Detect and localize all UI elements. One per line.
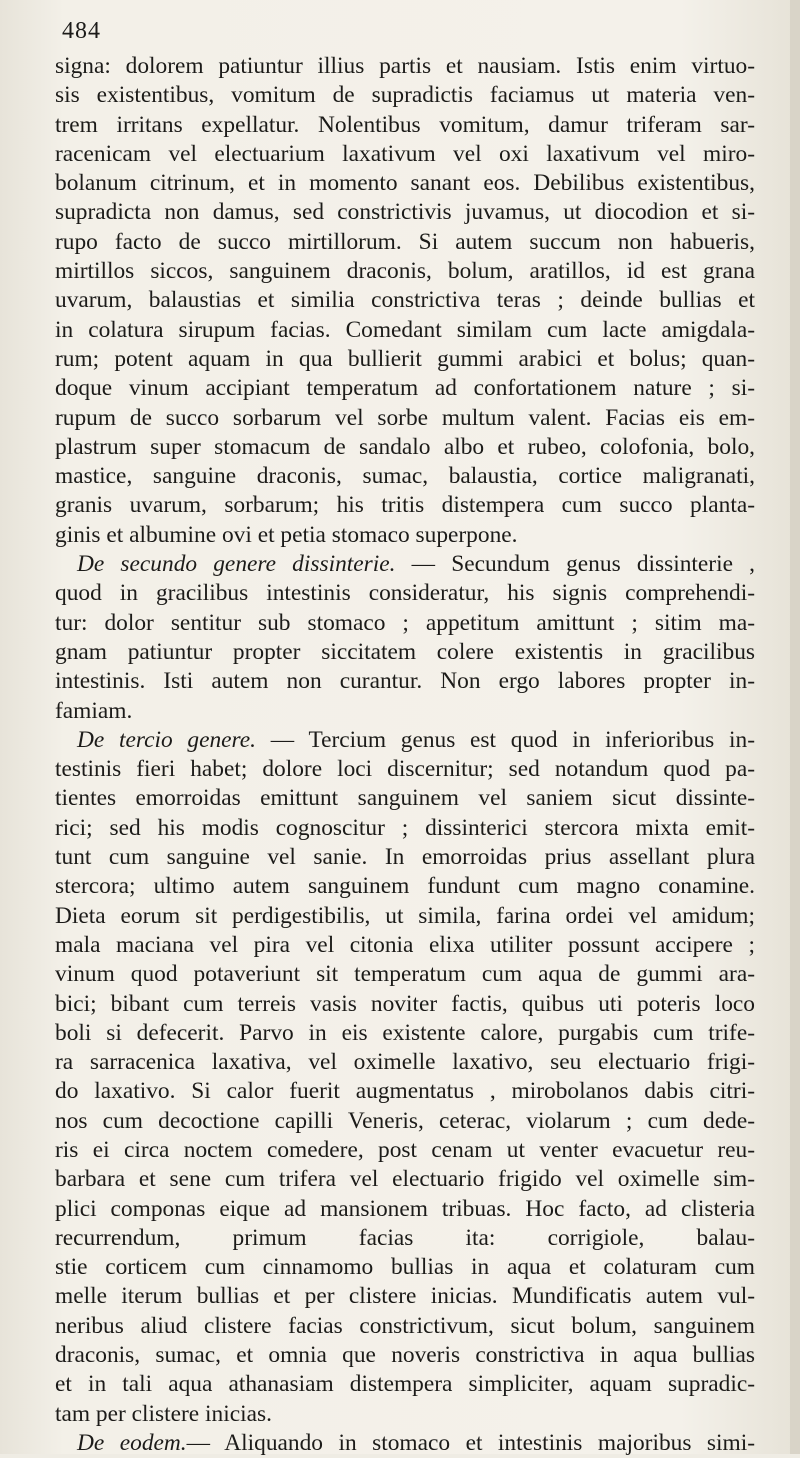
section-title: De tercio genere. [77, 726, 257, 753]
text-line [55, 1107, 755, 1136]
line-text: doque vinum accipiant temperatum ad confortationem nature ; si- [55, 375, 755, 402]
line-text: famiam. [55, 697, 133, 724]
text-line [55, 140, 755, 169]
section-title: De secundo genere dissinterie. [77, 551, 396, 578]
page-edge [790, 0, 800, 1454]
text-line [55, 609, 755, 638]
line-text: bici; bibant cum terreis vasis noviter factis, quibus uti poteris loco [55, 990, 755, 1017]
text-line [55, 1341, 755, 1370]
text-line [55, 111, 755, 140]
line-text: ris ei circa noctem comedere, post cenam ut venter evacuetur reu- [55, 1136, 755, 1163]
text-line [55, 462, 755, 491]
text-line [55, 814, 755, 843]
section-heading-line [55, 726, 755, 755]
line-text: nos cum decoctione capilli Veneris, ceterac, violarum ; cum dede- [55, 1107, 755, 1134]
section-heading-line [55, 550, 755, 579]
text-line [55, 169, 755, 198]
line-text: stercora; ultimo autem sanguinem fundunt cum magno conamine. [55, 873, 755, 900]
text-line [55, 1077, 755, 1106]
line-text: trem irritans expellatur. Nolentibus vomitum, damur triferam sar- [55, 111, 755, 138]
line-text: Dieta eorum sit perdigestibilis, ut simila, farina ordei vel amidum; [55, 902, 755, 929]
line-text: draconis, sumac, et omnia que noveris constrictiva in aqua bullias [55, 1342, 755, 1369]
text-line [55, 697, 755, 726]
line-text: tientes emorroidas emittunt sanguinem vel saniem sicut dissinte- [55, 785, 755, 812]
line-text: mastice, sanguine draconis, sumac, balaustia, cortice maligranati, [55, 463, 755, 490]
text-line [55, 1400, 755, 1429]
line-text: recurrendum, primum facias ita: corrigiole, balau- [55, 1224, 755, 1251]
line-text: rici; sed his modis cognoscitur ; dissinterici stercora mixta emit- [55, 814, 755, 841]
text-line [55, 52, 755, 81]
text-line [55, 931, 755, 960]
text-line [55, 316, 755, 345]
line-text: sis existentibus, vomitum de supradictis faciamus ut materia ven- [55, 82, 755, 109]
body-text [55, 52, 755, 1458]
text-line [55, 1165, 755, 1194]
line-text: racenicam vel electuarium laxativum vel oxi laxativum vel miro- [55, 140, 755, 167]
line-text: gnam patiuntur propter siccitatem colere existentis in gracilibus [55, 638, 755, 665]
text-line [55, 228, 755, 257]
line-text: — Aliquando in stomaco et intestinis majoribus simi- [186, 1429, 755, 1456]
line-text: melle iterum bullias et per clistere inicias. Mundificatis autem vul- [55, 1283, 755, 1310]
text-line [55, 81, 755, 110]
text-line [55, 1136, 755, 1165]
text-line [55, 286, 755, 315]
line-text: rum; potent aquam in qua bullierit gummi arabici et bolus; quan- [55, 345, 755, 372]
text-line [55, 1224, 755, 1253]
text-line [55, 1253, 755, 1282]
text-line [55, 1370, 755, 1399]
text-line [55, 872, 755, 901]
line-text: boli si defecerit. Parvo in eis existente calore, purgabis cum trife- [55, 1019, 755, 1046]
line-text: vinum quod potaveriunt sit temperatum cum aqua de gummi ara- [55, 961, 755, 988]
text-line [55, 491, 755, 520]
text-line [55, 902, 755, 931]
text-line [55, 1048, 755, 1077]
line-text: tur: dolor sentitur sub stomaco ; appetitum amittunt ; sitim ma- [55, 609, 755, 636]
line-text: barbara et sene cum trifera vel electuario frigido vel oximelle sim- [55, 1166, 755, 1193]
line-text: neribus aliud clistere facias constrictivum, sicut bolum, sanguinem [55, 1312, 755, 1339]
line-text: granis uvarum, sorbarum; his tritis distempera cum succo planta- [55, 492, 755, 519]
text-line [55, 1282, 755, 1311]
line-text: in colatura sirupum facias. Comedant similam cum lacte amigdala- [55, 316, 755, 343]
line-text: intestinis. Isti autem non curantur. Non ergo labores propter in- [55, 668, 755, 695]
text-line [55, 374, 755, 403]
line-text: — Tercium genus est quod in inferioribus in- [256, 726, 755, 753]
line-text: stie corticem cum cinnamomo bullias in aqua et colaturam cum [55, 1254, 755, 1281]
text-line [55, 755, 755, 784]
line-text: bolanum citrinum, et in momento sanant eos. Debilibus existentibus, [55, 170, 755, 197]
text-line [55, 521, 755, 550]
text-line [55, 1312, 755, 1341]
line-text: et in tali aqua athanasiam distempera simpliciter, aquam supradic- [55, 1371, 755, 1398]
text-line [55, 1019, 755, 1048]
line-text: mirtillos siccos, sanguinem draconis, bolum, aratillos, id est grana [55, 258, 755, 285]
text-line [55, 638, 755, 667]
line-text: uvarum, balaustias et similia constrictiva teras ; deinde bullias et [55, 287, 755, 314]
line-text: tunt cum sanguine vel sanie. In emorroidas prius assellant plura [55, 844, 755, 871]
line-text: ginis et albumine ovi et petia stomaco superpone. [55, 521, 518, 548]
text-line [55, 433, 755, 462]
text-line [55, 1195, 755, 1224]
line-text: quod in gracilibus intestinis consideratur, his signis comprehendi- [55, 580, 755, 607]
text-line [55, 784, 755, 813]
line-text: — Secundum genus dissinterie , [395, 551, 755, 578]
line-text: supradicta non damus, sed constrictivis juvamus, ut diocodion et si- [55, 199, 755, 226]
text-line [55, 345, 755, 374]
line-text: do laxativo. Si calor fuerit augmentatus , mirobolanos dabis citri- [55, 1078, 755, 1105]
section-title: De eodem. [77, 1429, 187, 1456]
page-number: 484 [62, 18, 101, 44]
text-line [55, 960, 755, 989]
line-text: signa: dolorem patiuntur illius partis et nausiam. Istis enim virtuo- [55, 53, 755, 79]
text-line [55, 990, 755, 1019]
line-text: rupum de succo sorbarum vel sorbe multum valent. Facias eis em- [55, 404, 755, 431]
text-line [55, 579, 755, 608]
line-text: tam per clistere inicias. [55, 1400, 272, 1427]
line-text: ra sarracenica laxativa, vel oximelle laxativo, seu electuario frigi- [55, 1049, 755, 1076]
text-line [55, 404, 755, 433]
line-text: mala maciana vel pira vel citonia elixa utiliter possunt accipere ; [55, 931, 755, 958]
text-line [55, 198, 755, 227]
text-line [55, 843, 755, 872]
line-text: plici componas eique ad mansionem tribuas. Hoc facto, ad clisteria [55, 1195, 755, 1222]
line-text: rupo facto de succo mirtillorum. Si autem succum non habueris, [55, 228, 755, 255]
line-text: testinis fieri habet; dolore loci discernitur; sed notandum quod pa- [55, 756, 755, 783]
text-line [55, 667, 755, 696]
text-line [55, 257, 755, 286]
line-text: plastrum super stomacum de sandalo albo et rubeo, colofonia, bolo, [55, 433, 755, 460]
